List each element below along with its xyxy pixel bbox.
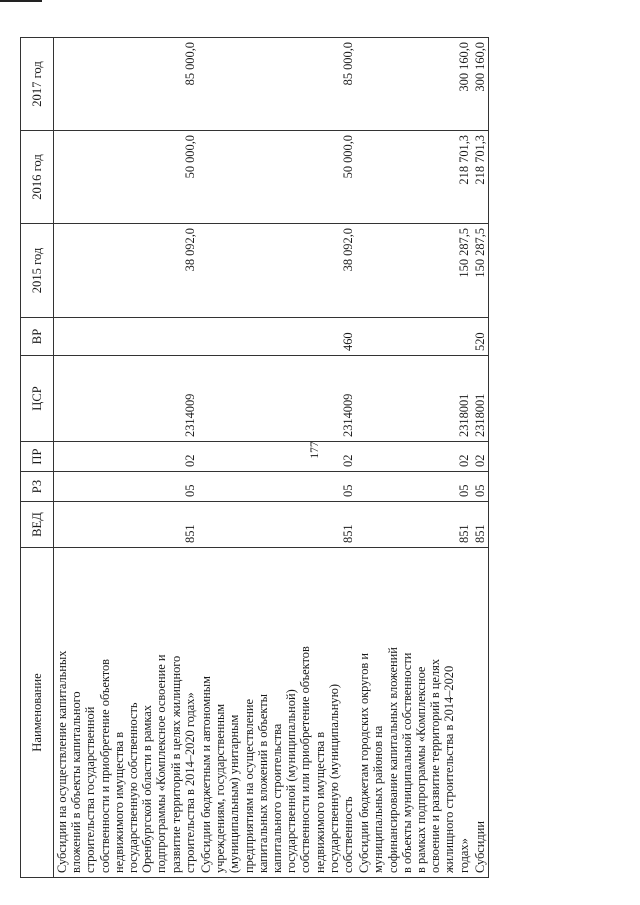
- cell-csr: 2314009: [54, 356, 199, 442]
- cell-name: [198, 548, 356, 878]
- name-line: вложений в объекты капитального: [69, 691, 84, 873]
- table-row: [472, 38, 489, 878]
- cell-pr: 02: [198, 442, 356, 472]
- header-ved: ВЕД: [21, 502, 54, 548]
- name-line: капитального строительства: [270, 723, 285, 873]
- cell-ved: 851: [198, 502, 356, 548]
- name-line: собственность: [341, 796, 356, 873]
- cell-2017: 85 000,0: [198, 38, 356, 131]
- cell-2015: 38 092,0: [54, 224, 199, 318]
- cell-pr: 02: [356, 442, 472, 472]
- cell-csr: 2318001: [472, 356, 489, 442]
- cell-2016: 50 000,0: [198, 131, 356, 224]
- header-name: Наименование: [21, 548, 54, 878]
- name-line: развитие территорий в целях жилищного: [168, 655, 183, 873]
- name-line: муниципальных районов на: [371, 725, 386, 873]
- cell-ved: 851: [472, 502, 489, 548]
- name-line: собственности и приобретение объектов: [97, 658, 112, 873]
- name-line: государственную собственность: [126, 702, 141, 873]
- name-line: Субсидии бюджетам городских округов и: [357, 653, 372, 873]
- cell-2016: 218 701,3: [472, 131, 489, 224]
- name-line: жилищного строительства в 2014–2020: [442, 665, 457, 873]
- header-rz: РЗ: [21, 472, 54, 502]
- cell-name: [472, 548, 489, 878]
- name-line: Субсидии: [472, 821, 487, 873]
- cell-pr: 02: [472, 442, 489, 472]
- name-line: освоение и развитие территорий в целях: [428, 658, 443, 873]
- cell-vr: 520: [472, 318, 489, 356]
- cell-2015: 150 287,5: [356, 224, 472, 318]
- scan-corner-mark: [0, 0, 42, 2]
- cell-csr: 2314009: [198, 356, 356, 442]
- cell-csr: 2318001: [356, 356, 472, 442]
- table-header-row: [21, 38, 54, 878]
- page-number: 177: [309, 441, 321, 459]
- cell-2016: 218 701,3: [356, 131, 472, 224]
- cell-2016: 50 000,0: [54, 131, 199, 224]
- name-line: государственной (муниципальной): [284, 689, 299, 873]
- table-row: [198, 38, 356, 878]
- header-csr: ЦСР: [21, 356, 54, 442]
- name-line: недвижимого имущества в: [111, 731, 126, 873]
- cell-vr: [54, 318, 199, 356]
- cell-pr: 02: [54, 442, 199, 472]
- name-line: в рамках подпрограммы «Комплексное: [414, 666, 429, 873]
- cell-2017: 85 000,0: [54, 38, 199, 131]
- table-body: [54, 38, 489, 878]
- cell-ved: 851: [356, 502, 472, 548]
- name-line: годах»: [456, 838, 471, 873]
- cell-2015: 38 092,0: [198, 224, 356, 318]
- name-line: строительства государственной: [83, 706, 98, 873]
- name-line: Оренбургской области в рамках: [140, 705, 155, 873]
- header-pr: ПР: [21, 442, 54, 472]
- header-2016: 2016 год: [21, 131, 54, 224]
- table-row: [356, 38, 472, 878]
- name-line: учреждениям, государственным: [213, 703, 228, 873]
- cell-vr: [356, 318, 472, 356]
- cell-rz: 05: [356, 472, 472, 502]
- cell-2017: 300 160,0: [356, 38, 472, 131]
- header-vr: ВР: [21, 318, 54, 356]
- header-2015: 2015 год: [21, 224, 54, 318]
- cell-rz: 05: [472, 472, 489, 502]
- cell-2017: 300 160,0: [472, 38, 489, 131]
- name-line: в объекты муниципальной собственности: [399, 652, 414, 873]
- header-2017: 2017 год: [21, 38, 54, 131]
- name-line: Субсидии бюджетным и автономным: [199, 676, 214, 873]
- name-line: подпрограммы «Комплексное освоение и: [154, 654, 169, 873]
- cell-name: [356, 548, 472, 878]
- name-line: предприятиям на осуществление: [241, 699, 256, 873]
- name-line: Субсидии на осуществление капитальных: [55, 650, 69, 873]
- rotated-page: [20, 38, 580, 878]
- name-line: государственную (муниципальную): [326, 684, 341, 873]
- table-row: [54, 38, 199, 878]
- cell-vr: 460: [198, 318, 356, 356]
- cell-ved: 851: [54, 502, 199, 548]
- cell-2015: 150 287,5: [472, 224, 489, 318]
- name-line: капитальных вложений в объекты: [255, 694, 270, 873]
- name-line: (муниципальным) унитарным: [227, 714, 242, 873]
- cell-rz: 05: [198, 472, 356, 502]
- cell-name: [54, 548, 199, 878]
- cell-rz: 05: [54, 472, 199, 502]
- name-line: собственности или приобретение объектов: [298, 646, 313, 873]
- name-line: строительства в 2014–2020 годах»: [182, 692, 197, 873]
- name-line: софинансирование капитальных вложений: [385, 647, 400, 873]
- budget-table: [20, 37, 489, 878]
- name-line: недвижимого имущества в: [312, 731, 327, 873]
